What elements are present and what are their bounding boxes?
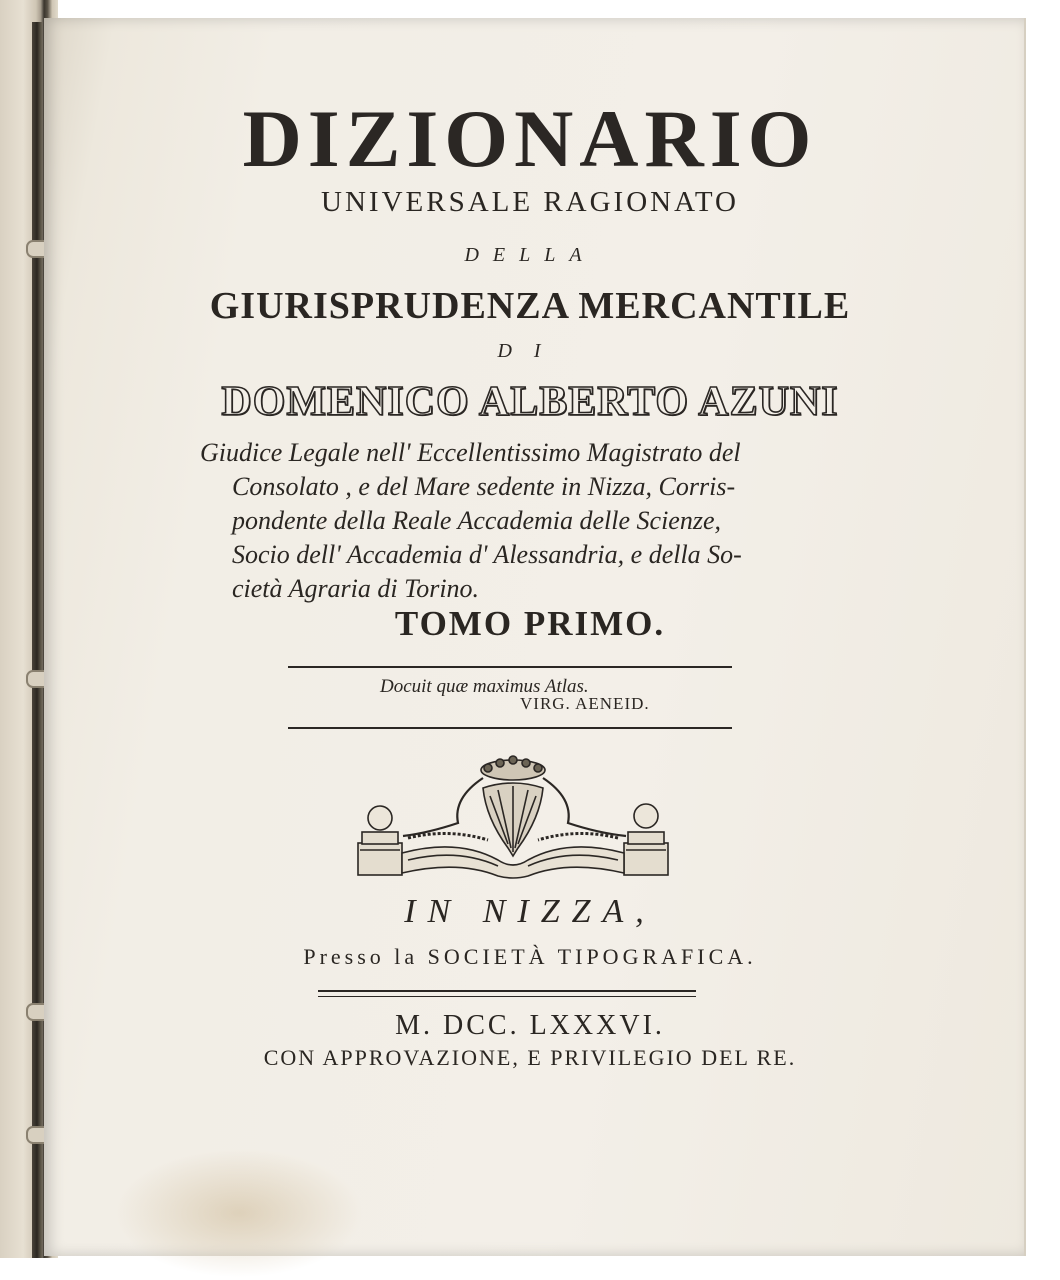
- imprint-place: IN NIZZA,: [404, 893, 656, 930]
- credentials-line: Consolato , e del Mare sedente in Nizza, Corris-: [232, 472, 736, 501]
- subtitle-line-1: UNIVERSALE RAGIONATO: [321, 186, 739, 218]
- volume-label: TOMO PRIMO.: [394, 604, 666, 643]
- imprint-printer: Presso la SOCIETÀ TIPOGRAFICA.: [303, 944, 757, 969]
- motto: Docuit quæ maximus Atlas.: [380, 676, 589, 697]
- imprint-rule-thin: [318, 996, 696, 997]
- subtitle-line-4: DI: [497, 340, 563, 362]
- credentials-line: Giudice Legale nell' Eccellentissimo Magistrato del: [200, 438, 741, 467]
- credentials-line: pondente della Reale Accademia delle Scienze,: [232, 506, 721, 535]
- royal-privilege: CON APPROVAZIONE, E PRIVILEGIO DEL RE.: [263, 1045, 797, 1070]
- credentials-line: Socio dell' Accademia d' Alessandria, e della So-: [232, 540, 742, 569]
- vignette-ornament: [348, 748, 678, 883]
- credentials-line: cietà Agraria di Torino.: [232, 574, 480, 603]
- subtitle-line-3: GIURISPRUDENZA MERCANTILE: [209, 285, 851, 327]
- book-title: DIZIONARIO: [242, 93, 818, 184]
- foxing-stain: [114, 1148, 364, 1278]
- author-credentials: [200, 436, 840, 606]
- rule-bottom: [288, 727, 732, 729]
- imprint-rule: [318, 990, 696, 992]
- subtitle-line-2: DELLA: [464, 244, 596, 266]
- publication-year: M. DCC. LXXXVI.: [395, 1010, 665, 1041]
- rule-top: [288, 666, 732, 668]
- author-name: DOMENICO ALBERTO AZUNI: [221, 379, 839, 425]
- motto-source: VIRG. AENEID.: [520, 694, 650, 713]
